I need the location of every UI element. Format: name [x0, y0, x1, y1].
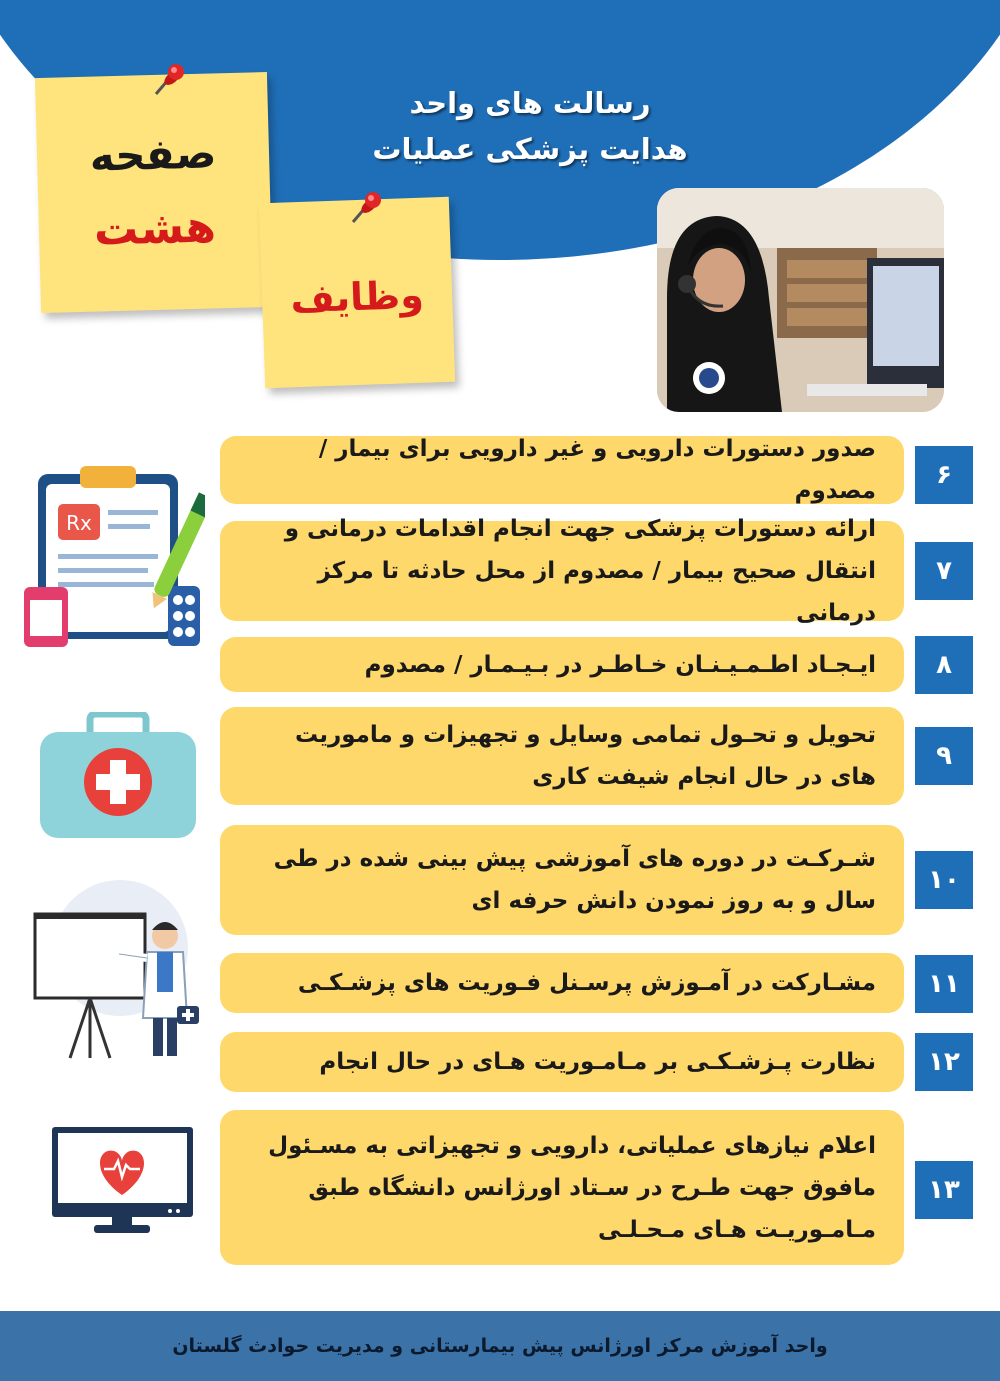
list-item: [220, 1032, 904, 1092]
doctor-presentation-icon: [15, 878, 210, 1063]
item-number: ۹: [915, 727, 973, 785]
page-number: هشت: [93, 201, 217, 256]
item-text: شـرکـت در دوره های آموزشی پیش بینی شده در طی سال و به روز نمودن دانش حرفه ای: [273, 846, 876, 914]
push-pin-icon: [345, 188, 385, 228]
page-title: [330, 80, 730, 172]
list-item: [220, 1110, 904, 1265]
item-number: ۶: [915, 446, 973, 504]
item-text: ایـجـاد اطـمـیـنـان خـاطـر در بـیـمـار / مصدوم: [364, 651, 876, 678]
list-item: [220, 516, 904, 626]
duties-label: وظایف: [289, 272, 425, 322]
item-text: مشـارکت در آمـوزش پرسـنل فـوریت های پزشـکـی: [297, 970, 876, 996]
page-number-note: [35, 72, 273, 313]
item-text: ارائه دستورات پزشکی جهت انجام اقدامات درمانی و انتقال صحیح بیمار / مصدوم از محل حادثه تا مرکز درمانی: [284, 516, 876, 626]
first-aid-kit-icon: [38, 712, 198, 840]
list-item: [220, 825, 904, 935]
item-number: ۷: [915, 542, 973, 600]
footer-text: واحد آموزش مرکز اورژانس پیش بیمارستانی و مدیریت حوادث گلستان: [172, 1335, 828, 1357]
item-number: ۱۰: [915, 851, 973, 909]
title-line-1: رسالت های واحد: [409, 86, 651, 120]
item-number: ۱۲: [915, 1033, 973, 1091]
prescription-clipboard-icon: [20, 462, 205, 652]
item-text: تحویل و تحـول تمامی وسایل و تجهیزات و ماموریت های در حال انجام شیفت کاری: [295, 722, 876, 790]
item-number: ۸: [915, 636, 973, 694]
page-label: صفحه: [89, 128, 217, 181]
list-item: [220, 953, 904, 1013]
item-text: صدور دستورات دارویی و غیر دارویی برای بیمار / مصدوم: [318, 436, 876, 504]
item-text: اعلام نیازهای عملیاتی، دارویی و تجهیزاتی به مسـئول مافوق جهت طـرح در سـتاد اورژانس دانشگاه طبق مـامـوریـت هـای مـحـلـی: [268, 1132, 876, 1243]
list-item: [220, 637, 904, 692]
push-pin-icon: [148, 60, 188, 100]
item-number: ۱۳: [915, 1161, 973, 1219]
list-item: [220, 436, 904, 504]
heart-monitor-icon: [50, 1125, 195, 1237]
title-line-2: هدایت پزشکی عملیات: [372, 132, 688, 166]
item-number: ۱۱: [915, 955, 973, 1013]
item-text: نظارت پـزشـکـی بر مـامـوریت هـای در حال انجام: [319, 1049, 876, 1075]
rx-label: Rx: [66, 511, 92, 535]
footer-bar: [0, 1311, 1000, 1381]
dispatcher-photo: [657, 188, 944, 412]
list-item: [220, 707, 904, 805]
